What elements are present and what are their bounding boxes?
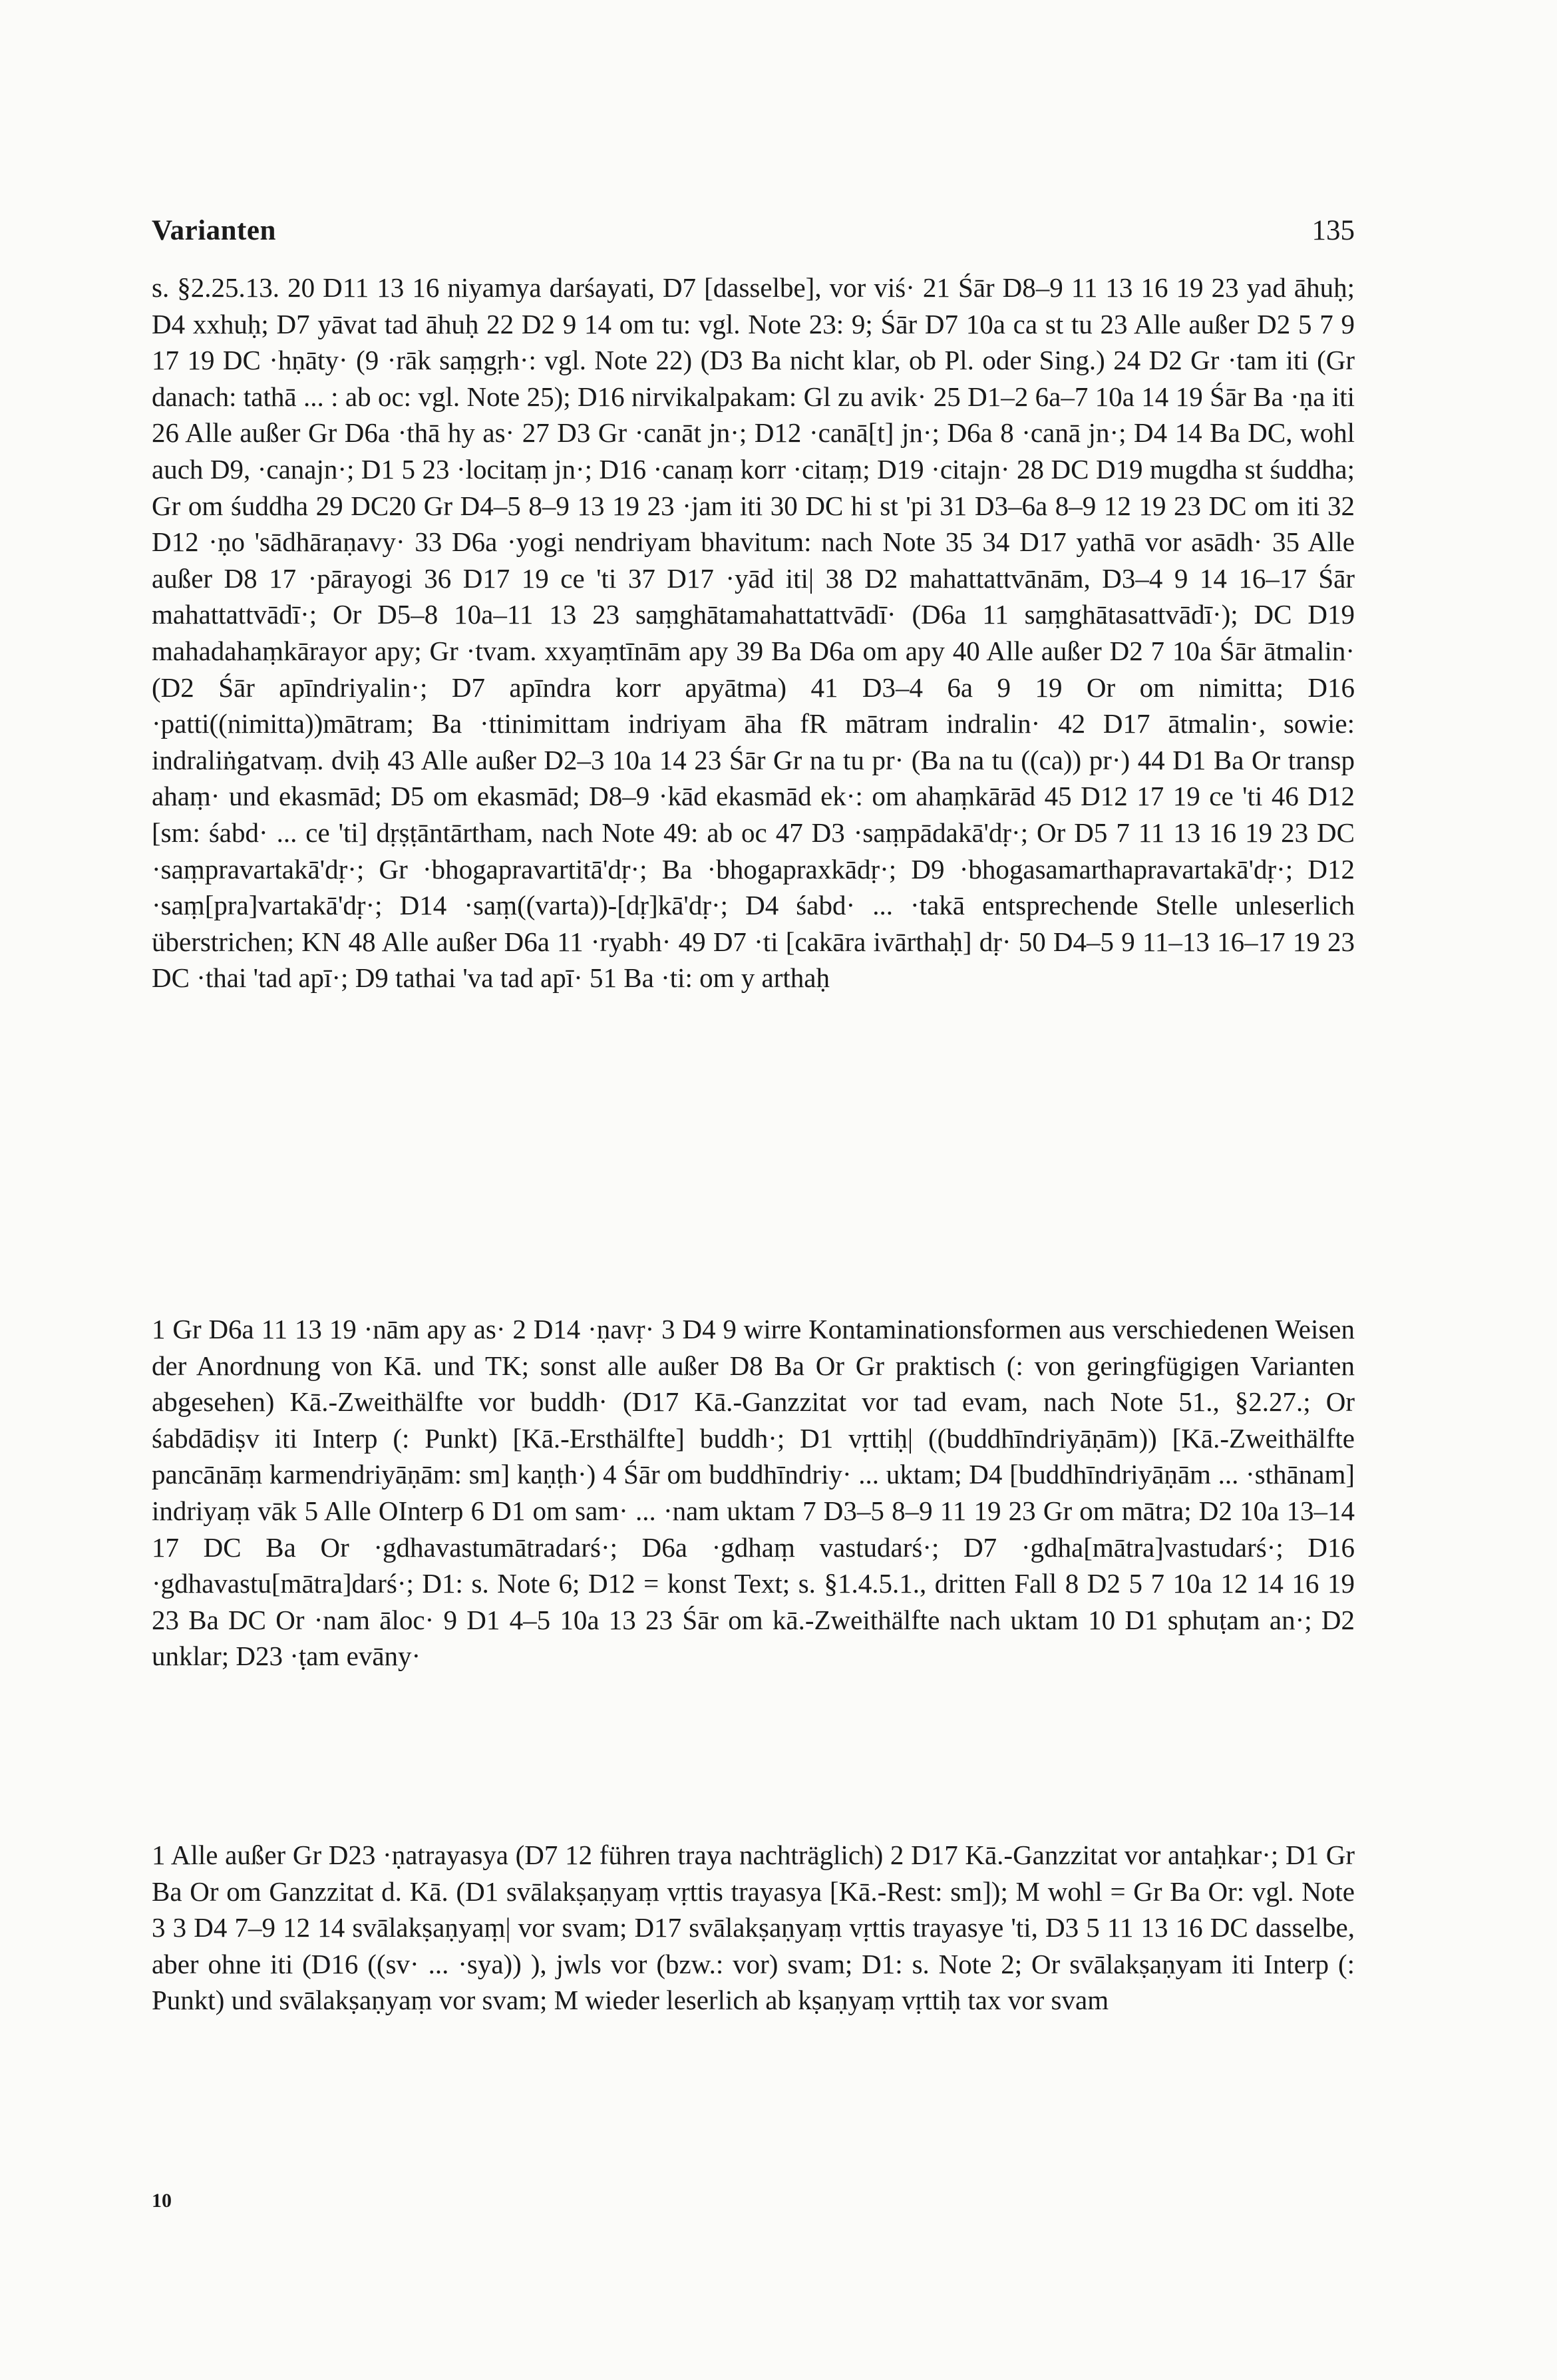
apparatus-block-1: s. §2.25.13. 20 D11 13 16 niyamya darśayati, D7 [dasselbe], vor viś· 21 Śār D8–9 11 13 16 19 23 yad āhuḥ; D4 xxhuḥ; D7 yāvat tad āhuḥ 22 D2 9 14 om tu: vgl. Note 23: 9; Śār D7 10a ca st tu 23 Alle außer D2 5 7 9 17 19 DC ·hṇāty· (9 ·rāk saṃgṛh·: vgl. Note 22) (D3 Ba nicht klar, ob Pl. oder Sing.) 24 D2 Gr ·tam iti (Gr danach: tathā ... : ab oc: vgl. Note 25); D16 nirvikalpakam: Gl zu avik· 25 D1–2 6a–7 10a 14 19 Śār Ba ·ṇa iti 26 Alle außer Gr D6a ·thā hy as· 27 D3 Gr ·canāt jn·; D12 ·canā[t] jn·; D6a 8 ·canā jn·; D4 14 Ba DC, wohl auch D9, ·canajn·; D1 5 23 ·locitaṃ jn·; D16 ·canaṃ korr ·citaṃ; D19 ·citajn· 28 DC D19 mugdha st śuddha; Gr om śuddha 29 DC20 Gr D4–5 8–9 13 19 23 ·jam iti 30 DC hi st 'pi 31 D3–6a 8–9 12 19 23 DC om iti 32 D12 ·ṇo 'sādhāraṇavy· 33 D6a ·yogi nendriyam bhavitum: nach Note 35 34 D17 yathā vor asādh· 35 Alle außer D8 17 ·pārayogi 36 D17 19 ce 'ti 37 D17 ·yād iti| 38 D2 mahattattvānām, D3–4 9 14 16–17 Śār mahattattvādī·; Or D5–8 10a–11 13 23 saṃghātamahattattvādī· (D6a 11 saṃghātasattvādī·); DC D19 mahadahaṃkārayor apy; Gr ·tvam. xxyaṃtīnām apy 39 Ba D6a om apy 40 Alle außer D2 7 10a Śār ātmalin· (D2 Śār apīndriyalin·; D7 apīndra korr apyātma) 41 D3–4 6a 9 19 Or om nimitta; D16 ·patti((nimitta))mātram; Ba ·ttinimittam indriyam āha fR mātram indralin· 42 D17 ātmalin·, sowie: indraliṅgatvaṃ. dviḥ 43 Alle außer D2–3 10a 14 23 Śār Gr na tu pr· (Ba na tu ((ca)) pr·) 44 D1 Ba Or transp ahaṃ· und ekasmād; D5 om ekasmād; D8–9 ·kād ekasmād ek·: om ahaṃkārād 45 D12 17 19 ce 'ti 46 D12 [sm: śabd· ... ce 'ti] dṛṣṭāntārtham, nach Note 49: ab oc 47 D3 ·saṃpādakā'dṛ·; Or D5 7 11 13 16 19 23 DC ·saṃpravartakā'dṛ·; Gr ·bhogapravartitā'dṛ·; Ba ·bhogapraxkādṛ·; D9 ·bhogasamarthapravartakā'dṛ·; D12 ·saṃ[pra]vartakā'dṛ·; D14 ·saṃ((varta))-[dṛ]kā'dṛ·; D4 śabd· ... ·takā entsprechende Stelle unleserlich überstrichen; KN 48 Alle außer D6a 11 ·ryabh· 49 D7 ·ti [cakāra ivārthaḥ] dṛ· 50 D4–5 9 11–13 16–17 19 23 DC ·thai 'tad apī·; D9 tathai 'va tad apī· 51 Ba ·ti: om y arthaḥ (152, 272, 1355, 994)
page-header (152, 214, 1355, 254)
apparatus-block-3: 1 Alle außer Gr D23 ·ṇatrayasya (D7 12 führen traya nachträglich) 2 D17 Kā.-Ganzzitat vor antaḥkar·; D1 Gr Ba Or om Ganzzitat d. Kā. (D1 svālakṣaṇyaṃ vṛttis trayasya [Kā.-Rest: sm]); M wohl = Gr Ba Or: vgl. Note 3 3 D4 7–9 12 14 svālakṣaṇyaṃ| vor svam; D17 svālakṣaṇyaṃ vṛttis trayasye 'ti, D3 5 11 13 16 DC dasselbe, aber ohne iti (D16 ((sv· ... ·sya)) ), jwls vor (bzw.: vor) svam; D1: s. Note 2; Or svālakṣaṇyam iti Interp (: Punkt) und svālakṣaṇyaṃ vor svam; M wieder leserlich ab kṣaṇyaṃ vṛttiḥ tax vor svam (152, 1840, 1355, 2016)
page-number: 135 (1311, 215, 1355, 246)
running-title: Varianten (152, 215, 276, 246)
block-marker: 10 (152, 2190, 172, 2212)
apparatus-block-2: 1 Gr D6a 11 13 19 ·nām apy as· 2 D14 ·ṇavṛ· 3 D4 9 wirre Kontaminationsformen aus verschiedenen Weisen der Anordnung von Kā. und TK; sonst alle außer D8 Ba Or Gr praktisch (: von geringfügigen Varianten abgesehen) Kā.-Zweithälfte vor buddh· (D17 Kā.-Ganzzitat vor tad evam, nach Note 51., §2.27.; Or śabdādiṣv iti Interp (: Punkt) [Kā.-Ersthälfte] buddh·; D1 vṛttiḥ| ((buddhīndriyāṇām)) [Kā.-Zweithälfte pancānāṃ karmendriyāṇām: sm] kaṇṭh·) 4 Śār om buddhīndriy· ... uktam; D4 [buddhīndriyāṇām ... ·sthānam] indriyaṃ vāk 5 Alle OInterp 6 D1 om sam· ... ·nam uktam 7 D3–5 8–9 11 19 23 Gr om mātra; D2 10a 13–14 17 DC Ba Or ·gdhavastumātradarś·; D6a ·gdhaṃ vastudarś·; D7 ·gdha[mātra]vastudarś·; D16 ·gdhavastu[mātra]darś·; D1: s. Note 6; D12 = konst Text; s. §1.4.5.1., dritten Fall 8 D2 5 7 10a 12 14 16 19 23 Ba DC Or ·nam āloc· 9 D1 4–5 10a 13 23 Śār om kā.-Zweithälfte nach uktam 10 D1 sphuṭam an·; D2 unklar; D23 ·ṭam evāny· (152, 1314, 1355, 1672)
